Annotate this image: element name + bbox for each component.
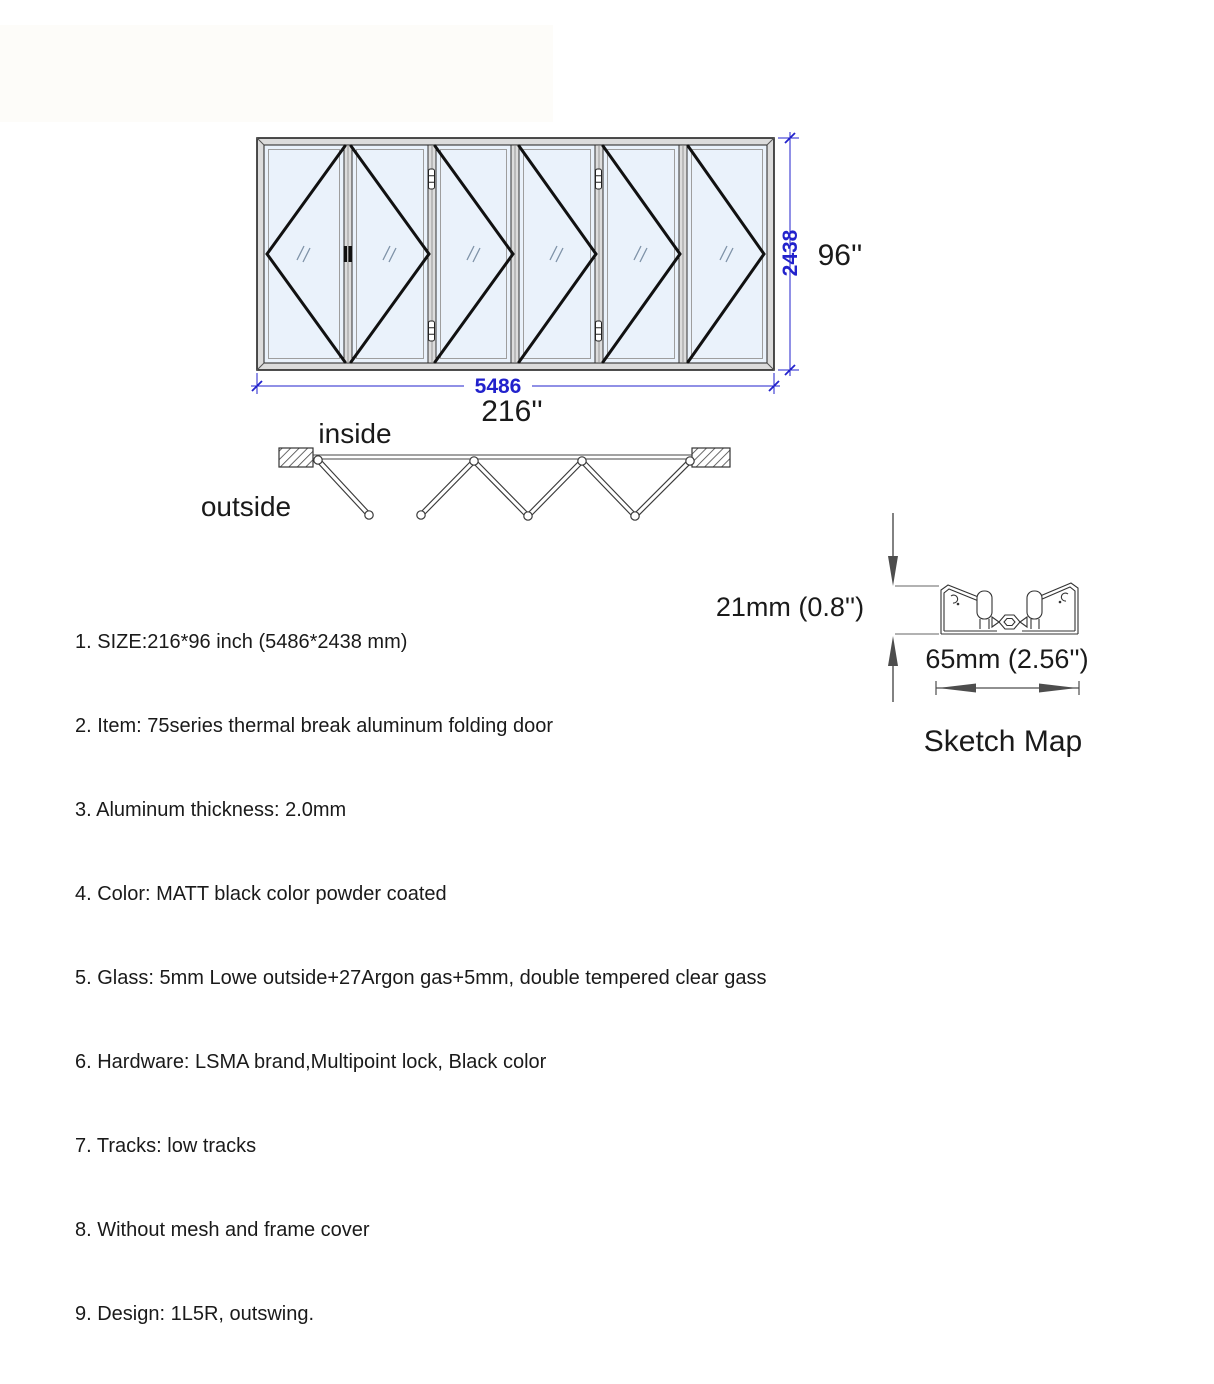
spec-line: 4. Color: MATT black color powder coated [75,883,447,905]
spec-line: 6. Hardware: LSMA brand,Multipoint lock, Black color [75,1051,547,1073]
width-inch-label: 216'' [481,395,543,428]
door-elevation [257,138,774,370]
track-lines [313,455,692,459]
arrow-down-icon [888,556,898,586]
inside-label: inside [318,418,392,449]
spec-line: 3. Aluminum thickness: 2.0mm [75,799,347,821]
sketch-map-title: Sketch Map [923,725,1083,758]
spec-line: 1. SIZE:216*96 inch (5486*2438 mm) [75,631,408,653]
spec-line: 2. Item: 75series thermal break aluminum folding door [75,715,554,737]
height-inch-label: 96'' [817,239,863,272]
spec-line: 7. Tracks: low tracks [75,1135,257,1157]
specification-list [75,572,795,1384]
hinge-icon [596,321,602,341]
left-roller [977,591,992,619]
right-wall-hatch [692,448,730,467]
hinge-icon [429,321,435,341]
right-roller [1027,591,1042,619]
arrow-right-icon [1039,684,1077,693]
hinge-icon [429,169,435,189]
outside-label: outside [200,491,292,522]
spec-line: 9. Design: 1L5R, outswing. [75,1303,315,1325]
arrow-up-icon [888,636,898,666]
spec-line: 8. Without mesh and frame cover [75,1219,370,1241]
width-mm-label: 5486 [474,375,522,398]
width-arrows [936,681,1079,695]
track-width-label: 65mm (2.56'') [925,644,1089,674]
plan-view [201,418,730,522]
hinge-icon [596,169,602,189]
plan-panels [318,460,690,516]
height-dimension [778,132,862,376]
left-wall-hatch [279,448,313,467]
extension-lines [895,586,939,634]
center-connector [999,615,1020,629]
height-mm-label: 2438 [779,229,802,277]
spec-line: 5. Glass: 5mm Lowe outside+27Argon gas+5mm, double tempered clear gass [75,967,767,989]
track-profile [941,583,1078,634]
arrow-left-icon [938,684,976,693]
faint-watermark-area [0,25,553,122]
track-height-label: 21mm (0.8'') [715,592,865,622]
